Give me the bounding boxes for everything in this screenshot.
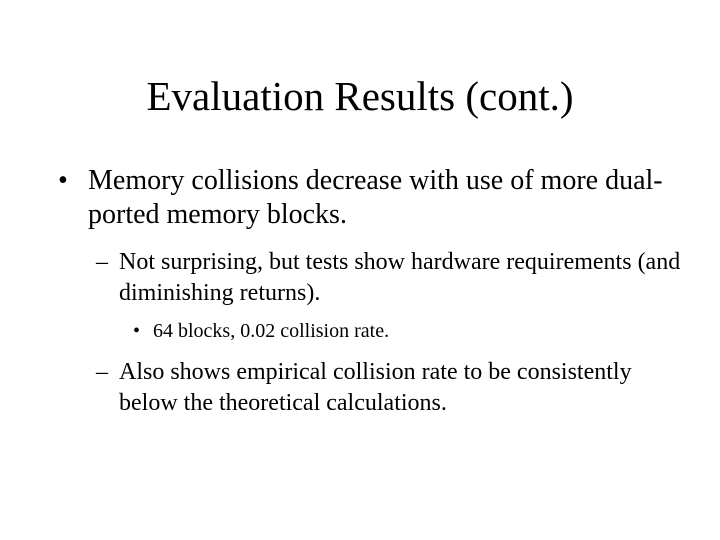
bullet-level-2: [96, 357, 696, 419]
bullet-dot-icon: •: [58, 165, 68, 196]
bullet-dash-icon: –: [96, 249, 108, 275]
bullet-text: Not surprising, but tests show hardware requirements (and diminishing returns).: [119, 249, 681, 306]
bullet-level-2: [96, 247, 686, 309]
bullet-text: Also shows empirical collision rate to be consistently below the theoretical calculations.: [119, 359, 632, 416]
bullet-dot-icon: •: [133, 320, 141, 342]
bullet-text: 64 blocks, 0.02 collision rate.: [153, 320, 390, 342]
bullet-text: Memory collisions decrease with use of more dual-ported memory blocks.: [88, 165, 663, 230]
bullet-level-1: [58, 164, 678, 232]
bullet-level-3: [133, 318, 653, 344]
slide-title: Evaluation Results (cont.): [146, 73, 574, 119]
bullet-dash-icon: –: [96, 359, 108, 385]
